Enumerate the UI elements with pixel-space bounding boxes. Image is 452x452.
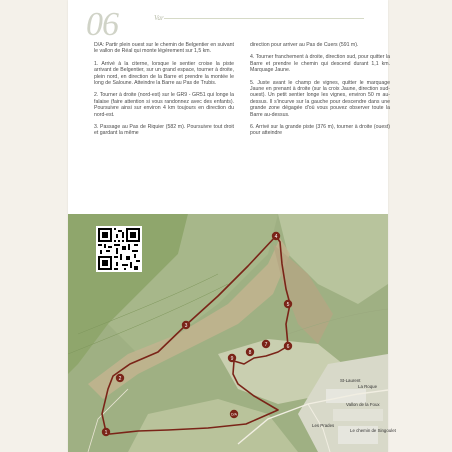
place-label-chemin-singoulet: Le chemin de Singoulet (350, 428, 396, 433)
waypoint-8[interactable] (246, 348, 254, 356)
paragraph-step-3-cont: direction pour arriver au Pas de Cuers (591 m). (250, 42, 359, 48)
waypoint-4[interactable] (272, 232, 280, 240)
right-column (250, 42, 390, 210)
qr-code[interactable] (96, 226, 142, 272)
left-column (94, 42, 234, 210)
waypoint-5[interactable] (284, 300, 292, 308)
waypoint-2[interactable] (116, 374, 124, 382)
place-label-vallon-de-la-foux: Vallon de la Foux (346, 402, 380, 407)
svg-text:9: 9 (230, 355, 234, 362)
waypoint-9[interactable] (228, 354, 236, 362)
svg-text:2: 2 (118, 375, 122, 382)
guidebook-page (68, 0, 396, 452)
paragraph-step-5: 5. Juste avant le champ de vignes, quitter le marquage Jaune en prenant à droite (sur la croix Jaune, direction sud-ouest). Un petit sentier longe les vignes, environ 50 m au-dessus. Il s'incurve sur la gauche pour descendre dans une grande zone dégagée d'où vous pouvez observer toute la Barre au-dessus. (250, 79, 390, 118)
svg-text:8: 8 (248, 349, 252, 356)
svg-text:7: 7 (264, 341, 268, 348)
place-label-st-laurent: St-Laurent (340, 378, 361, 383)
svg-text:5: 5 (286, 301, 290, 308)
paragraph-step-2: 2. Tourner à droite (nord-est) sur le GR9 - GR51 qui longe la falaise (faire attention si vous randonnez avec des enfants). Poursuivre ainsi sur environ 4 km toujours en direction du nord-est. (94, 92, 234, 118)
waypoint-6[interactable] (284, 342, 292, 350)
place-label-les-prades: Les Prades (312, 423, 335, 428)
waypoint-1[interactable] (102, 428, 110, 436)
waypoint-7[interactable] (262, 340, 270, 348)
paragraph-step-1: 1. Arrivé à la citerne, lorsque le sentier croise la piste arrivant de Belgentier, sur un grand espace, tourner à droite, plein nord, en direction de la Barre et prendre la montée le long de Saloune. Atteindre la Barre au Pas de Trubis. (94, 60, 234, 87)
header-divider (164, 18, 364, 19)
svg-text:4: 4 (274, 233, 278, 240)
svg-text:6: 6 (286, 343, 290, 350)
paragraph-step-4: 4. Tourner franchement à droite, direction sud, pour quitter la Barre et prendre le chemin qui descend durant 1,1 km. Marquage Jaune. (250, 54, 390, 74)
route-description (94, 42, 390, 210)
paragraph-step-3: 3. Passage au Pas de Riquier (582 m). Poursuivre tout droit et gardant la même (94, 124, 234, 137)
place-label-la-roque: La Roque (358, 384, 378, 389)
qr-code-icon (98, 228, 140, 270)
svg-text:1: 1 (104, 429, 108, 436)
svg-text:D/A: D/A (231, 412, 237, 417)
paragraph-start: D/A: Partir plein ouest sur le chemin de Belgentier en suivant le vallon de Réal qui monte légèrement sur 1,5 km. (94, 42, 234, 55)
paragraph-step-6: 6. Arrivé sur la grande piste (376 m), tourner à droite (ouest) pour atteindre (250, 124, 390, 137)
chapter-number: 06 (86, 6, 118, 43)
svg-text:3: 3 (184, 322, 188, 329)
chapter-label: Var (154, 14, 164, 22)
waypoint-start-end[interactable] (230, 410, 238, 418)
waypoint-3[interactable] (182, 321, 190, 329)
page-header (68, 0, 388, 42)
route-map[interactable] (68, 214, 396, 452)
